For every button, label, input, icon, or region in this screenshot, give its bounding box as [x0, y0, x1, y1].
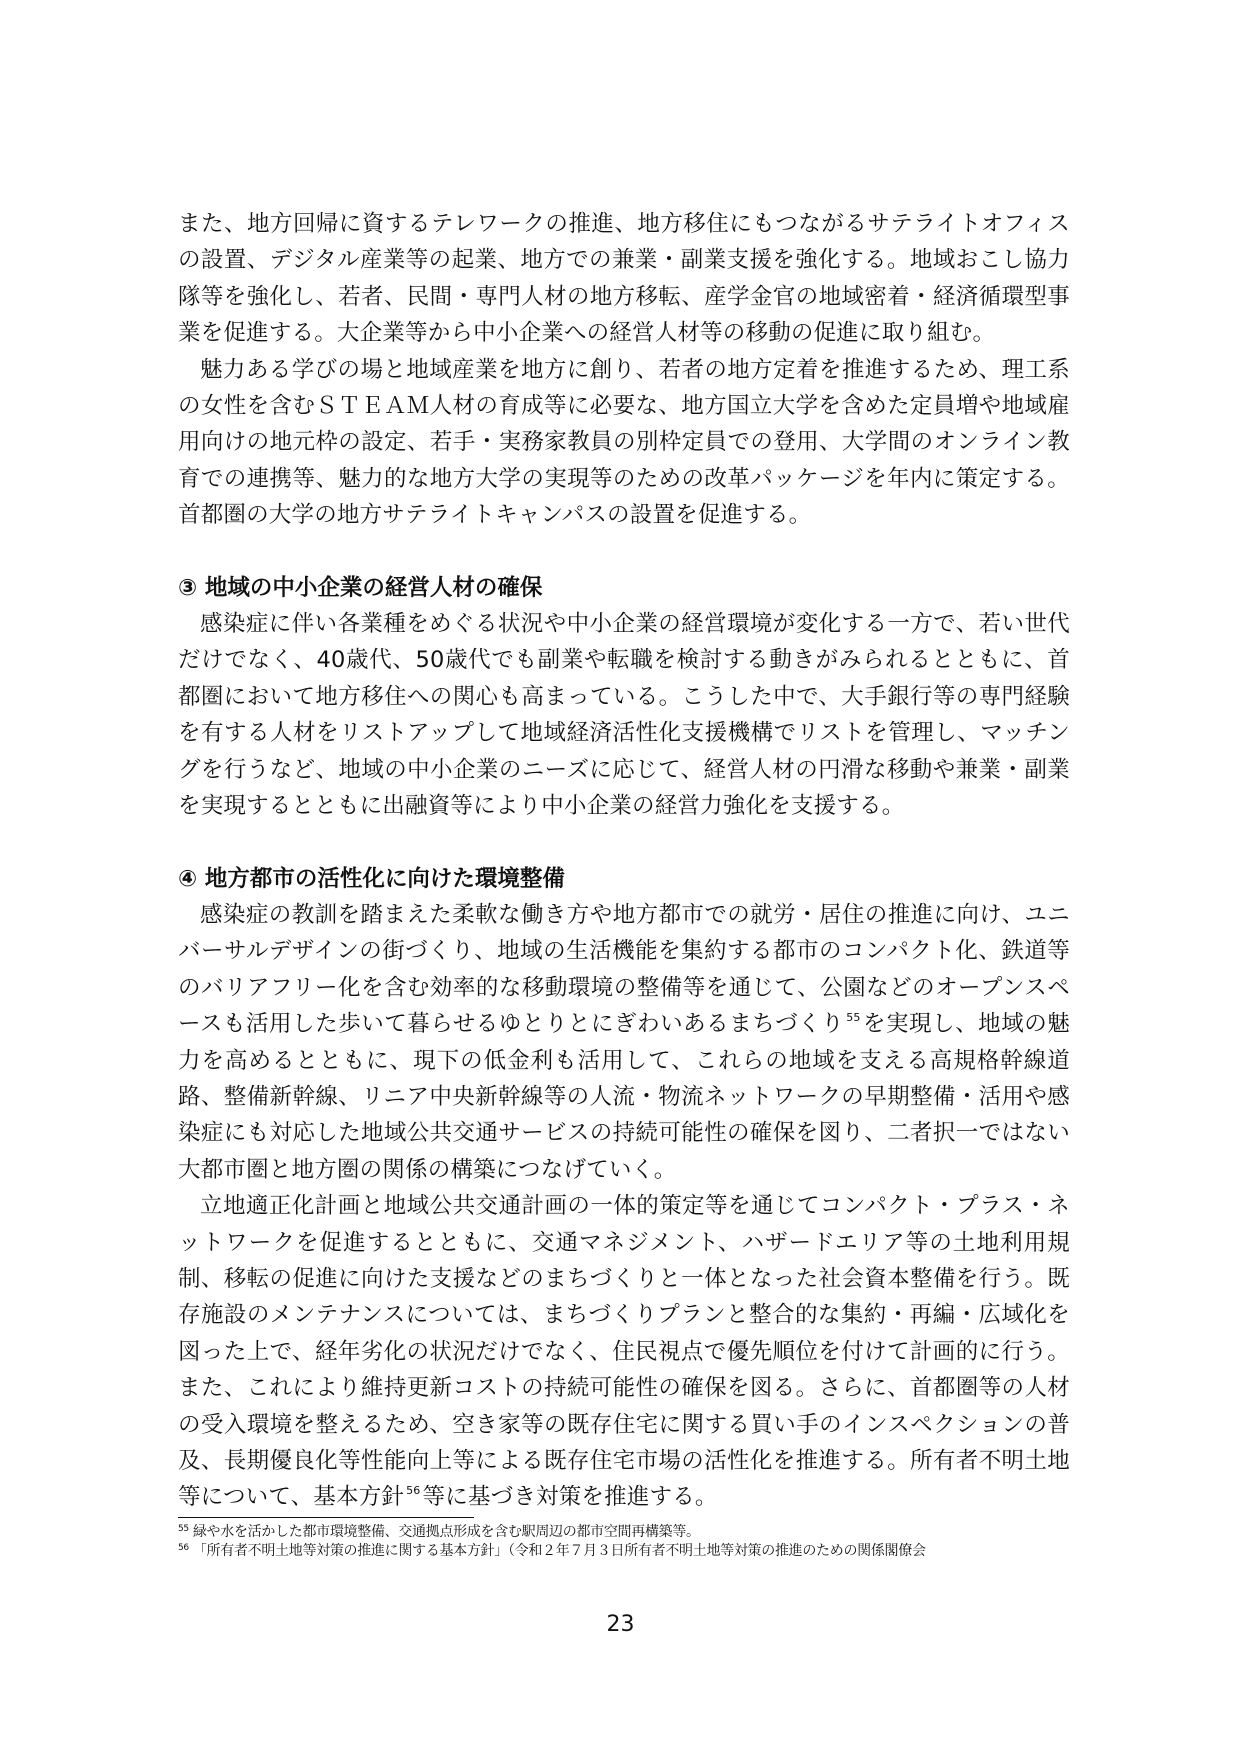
footnote-number: 55 [178, 1524, 189, 1534]
paragraph-text: を実現し、地域の魅力を高めるとともに、現下の低金利も活用して、これらの地域を支える高規格幹線道路、整備新幹線、リニア中央新幹線等の人流・物流ネットワークの早期整備・活用や感染症にも対応した地域公共交通サービスの持続可能性の確保を図り、二者択一ではない大都市圏と地方圏の関係の構築につなげていく。 [178, 1011, 1070, 1183]
footnote-text: 緑や水を活かした都市環境整備、交通拠点形成を含む駅周辺の都市空間再構築等。 [192, 1524, 700, 1540]
body-text [178, 206, 1070, 1516]
paragraph-telework: また、地方回帰に資するテレワークの推進、地方移住にもつながるサテライトオフィスの設置、デジタル産業等の起業、地方での兼業・副業支援を強化する。地域おこし協力隊等を強化し、若者、民間・専門人材の地方移転、産学金官の地域密着・経済循環型事業を促進する。大企業等から中小企業への経営人材等の移動の促進に取り組む。 [178, 211, 1070, 347]
footnote-55 [178, 1523, 1070, 1542]
page-number: 23 [606, 1612, 635, 1637]
paragraph-management-talent: 感染症に伴い各業種をめぐる状況や中小企業の経営環境が変化する一方で、若い世代だけでなく、40歳代、50歳代でも副業や転職を検討する動きがみられるとともに、首都圏において地方移住への関心も高まっている。こうした中で、大手銀行等の専門経験を有する人材をリストアップして地域経済活性化支援機構でリストを管理し、マッチングを行うなど、地域の中小企業のニーズに応じて、経営人材の円滑な移動や兼業・副業を実現するとともに出融資等により中小企業の経営力強化を支援する。 [178, 611, 1070, 820]
paragraph-urban-compact [178, 897, 1070, 1188]
footnote-56 [178, 1542, 1070, 1561]
footnote-ref-56[interactable]: 56 [406, 1484, 421, 1498]
paragraph-infrastructure [178, 1188, 1070, 1516]
paragraph-text: 感染症の教訓を踏まえた柔軟な働き方や地方都市での就労・居住の推進に向け、ユニバーサルデザインの街づくり、地域の生活機能を集約する都市のコンパクト化、鉄道等のバリアフリー化を含む効率的な移動環境の整備等を通じて、公園などのオープンスペースも活用した歩いて暮らせるゆとりとにぎわいあるまちづくり [178, 901, 1070, 1038]
footnote-ref-55[interactable]: 55 [846, 1011, 861, 1025]
footnote-number: 56 [178, 1543, 189, 1553]
footnotes [178, 1517, 1070, 1561]
section-heading-urban-environment: ④ 地方都市の活性化に向けた環境整備 [178, 865, 565, 892]
paragraph-text: 立地適正化計画と地域公共交通計画の一体的策定等を通じてコンパクト・プラス・ネットワークを促進するとともに、交通マネジメント、ハザードエリア等の土地利用規制、移転の促進に向けた支援などのまちづくりと一体となった社会資本整備を行う。既存施設のメンテナンスについては、まちづくりプランと整合的な集約・再編・広域化を図った上で、経年劣化の状況だけでなく、住民視点で優先順位を付けて計画的に行う。また、これにより維持更新コストの持続可能性の確保を図る。さらに、首都圏等の人材の受入環境を整えるため、空き家等の既存住宅に関する買い手のインスペクションの普及、長期優良化等性能向上等による既存住宅市場の活性化を推進する。所有者不明土地等について、基本方針 [178, 1193, 1070, 1511]
footnote-text: 「所有者不明土地等対策の推進に関する基本方針」（令和２年７月３日所有者不明土地等対策の推進のための関係閣僚会 [192, 1543, 926, 1559]
paragraph-text: 等に基づき対策を推進する。 [422, 1484, 718, 1511]
footnote-divider [178, 1517, 474, 1518]
paragraph-university-reform: 魅力ある学びの場と地域産業を地方に創り、若者の地方定着を推進するため、理工系の女性を含むＳＴＥＡＭ人材の育成等に必要な、地方国立大学を含めた定員増や地域雇用向けの地元枠の設定、若手・実務家教員の別枠定員での登用、大学間のオンライン教育での連携等、魅力的な地方大学の実現等のための改革パッケージを年内に策定する。首都圏の大学の地方サテライトキャンパスの設置を促進する。 [178, 356, 1070, 529]
section-heading-management-talent: ③ 地域の中小企業の経営人材の確保 [178, 574, 543, 601]
